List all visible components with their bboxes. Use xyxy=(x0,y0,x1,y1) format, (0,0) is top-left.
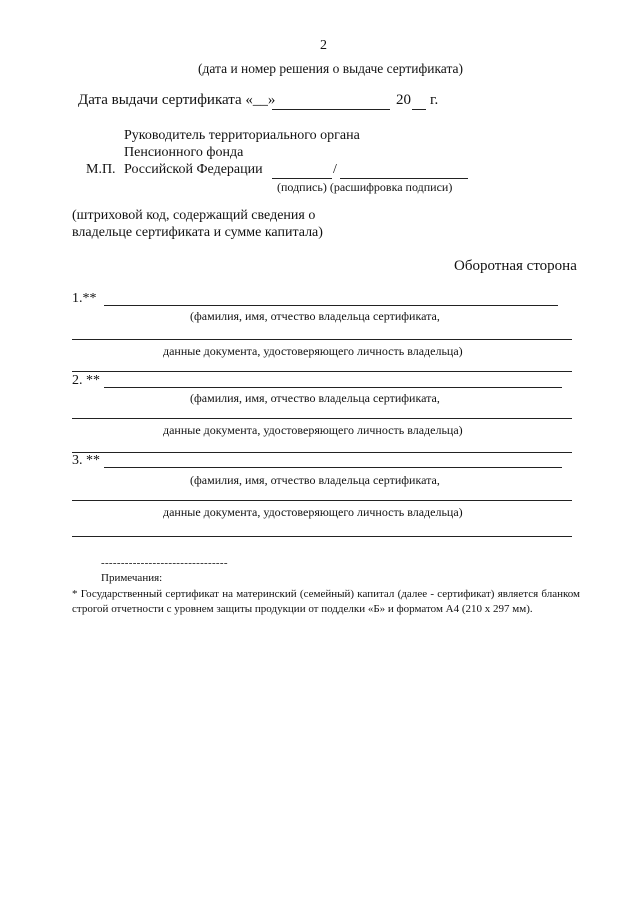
owner-number: 2. ** xyxy=(72,373,100,388)
owner-name-caption: (фамилия, имя, отчество владельца сертификата, xyxy=(190,473,440,487)
signature-line xyxy=(272,178,332,179)
owner-document-line xyxy=(72,339,572,340)
owner-document-caption: данные документа, удостоверяющего личность владельца) xyxy=(163,423,463,437)
issue-date-year-line xyxy=(412,109,426,110)
owner-name-caption: (фамилия, имя, отчество владельца сертификата, xyxy=(190,391,440,405)
signatory-line-3: Российской Федерации xyxy=(124,162,263,177)
signature-decoding-line xyxy=(340,178,468,179)
owner-document-caption: данные документа, удостоверяющего личность владельца) xyxy=(163,344,463,358)
footnote-text: * Государственный сертификат на материнский (семейный) капитал (далее - сертификат) является бланком строгой отчетности с уровнем защиты продукции от подделки «Б» и форматом А4 (210 x 297 мм). xyxy=(72,588,580,615)
signature-slash: / xyxy=(333,162,337,177)
owner-name-line xyxy=(104,467,562,468)
barcode-note-line-2: владельце сертификата и сумме капитала) xyxy=(72,225,323,240)
footnote-title: Примечания: xyxy=(101,572,163,584)
owner-document-extra-line xyxy=(72,536,572,537)
owner-number: 1.** xyxy=(72,291,97,306)
issue-date-year-prefix: 20 xyxy=(396,92,411,108)
owner-name-line xyxy=(104,305,558,306)
decision-caption: (дата и номер решения о выдаче сертификата) xyxy=(198,61,463,76)
owner-document-extra-line xyxy=(72,452,572,453)
signature-caption: (подпись) (расшифровка подписи) xyxy=(277,180,453,194)
signatory-line-1: Руководитель территориального органа xyxy=(124,128,360,143)
signatory-line-2: Пенсионного фонда xyxy=(124,145,244,160)
issue-date-label: Дата выдачи сертификата «__» xyxy=(78,92,276,108)
owner-name-caption: (фамилия, имя, отчество владельца сертификата, xyxy=(190,309,440,323)
owner-name-line xyxy=(104,387,562,388)
page-number: 2 xyxy=(320,38,327,53)
issue-date-month-line xyxy=(272,109,390,110)
issue-date-year-suffix: г. xyxy=(430,92,439,108)
reverse-side-heading: Оборотная сторона xyxy=(454,258,577,274)
stamp-place-label: М.П. xyxy=(86,162,116,177)
owner-document-extra-line xyxy=(72,371,572,372)
owner-document-line xyxy=(72,418,572,419)
footnote-separator: -------------------------------- xyxy=(101,557,228,569)
owner-document-line xyxy=(72,500,572,501)
owner-document-caption: данные документа, удостоверяющего личность владельца) xyxy=(163,505,463,519)
barcode-note-line-1: (штриховой код, содержащий сведения о xyxy=(72,208,316,223)
owner-number: 3. ** xyxy=(72,453,100,468)
